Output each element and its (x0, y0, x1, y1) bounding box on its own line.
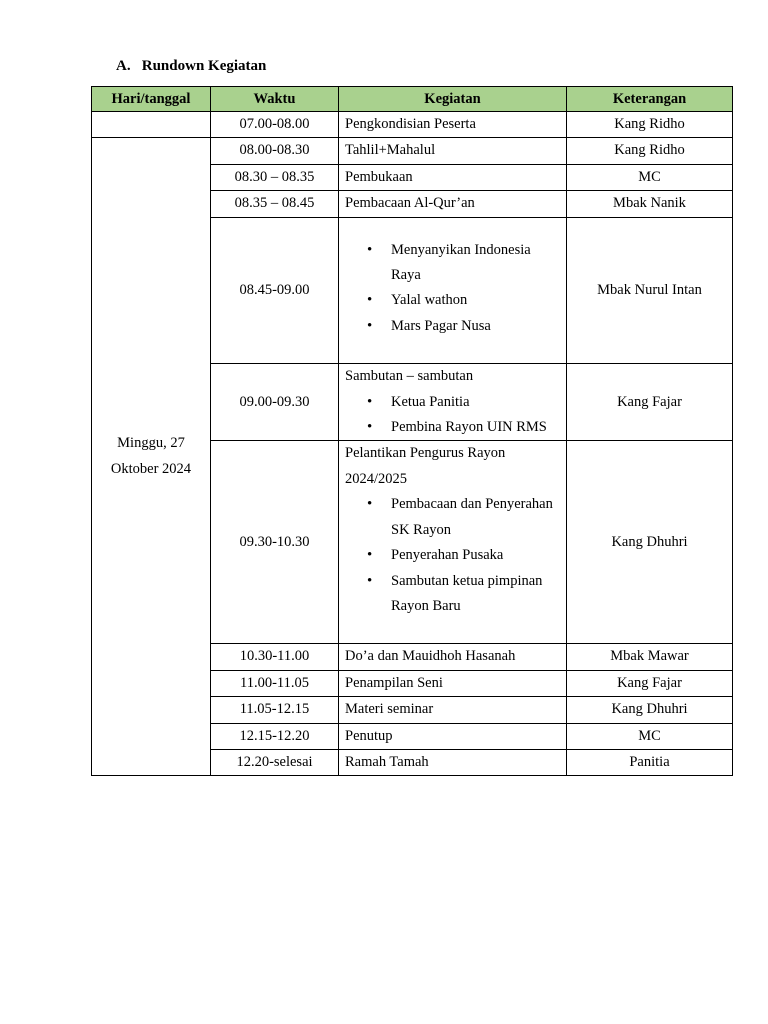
activity-cell: Tahlil+Mahalul (339, 138, 567, 164)
activity-title: Sambutan – sambutan (345, 368, 474, 385)
activity-cell (339, 441, 567, 644)
time-cell: 07.00-08.00 (211, 112, 339, 138)
time-cell: 11.05-12.15 (211, 697, 339, 723)
activity-cell (339, 217, 567, 364)
table-row (92, 138, 733, 164)
note-cell: Kang Dhuhri (567, 697, 733, 723)
note-cell: MC (567, 164, 733, 190)
activity-cell: Materi seminar (339, 697, 567, 723)
time-cell: 12.15-12.20 (211, 723, 339, 749)
activity-cell: Pembacaan Al-Qur’an (339, 191, 567, 217)
section-number: A. (116, 58, 131, 74)
header-waktu: Waktu (211, 87, 339, 112)
activity-cell: Ramah Tamah (339, 749, 567, 775)
activity-title: Pelantikan Pengurus Rayon 2024/2025 (345, 445, 506, 487)
note-cell: Kang Fajar (567, 364, 733, 441)
table-header-row (92, 87, 733, 112)
activity-list (345, 492, 560, 619)
time-cell: 09.00-09.30 (211, 364, 339, 441)
header-keterangan: Keterangan (567, 87, 733, 112)
date-cell: Minggu, 27 Oktober 2024 (92, 138, 211, 776)
activity-list (345, 390, 560, 441)
note-cell: Kang Ridho (567, 112, 733, 138)
list-item: • Menyanyikan Indonesia Raya (345, 238, 560, 289)
list-item: • Sambutan ketua pimpinan Rayon Baru (345, 569, 560, 620)
activity-list (345, 238, 560, 340)
time-cell: 08.35 – 08.45 (211, 191, 339, 217)
section-heading (116, 58, 266, 75)
note-cell: MC (567, 723, 733, 749)
list-item: • Pembina Rayon UIN RMS (345, 415, 560, 440)
activity-cell: Do’a dan Mauidhoh Hasanah (339, 644, 567, 670)
note-cell: Panitia (567, 749, 733, 775)
time-cell: 11.00-11.05 (211, 670, 339, 696)
time-cell: 09.30-10.30 (211, 441, 339, 644)
rundown-table (91, 86, 733, 776)
time-cell: 08.30 – 08.35 (211, 164, 339, 190)
activity-cell (339, 364, 567, 441)
list-item: • Mars Pagar Nusa (345, 314, 560, 339)
header-kegiatan: Kegiatan (339, 87, 567, 112)
time-cell: 10.30-11.00 (211, 644, 339, 670)
list-item: • Penyerahan Pusaka (345, 543, 560, 568)
section-title: Rundown Kegiatan (141, 58, 267, 74)
note-cell: Mbak Nanik (567, 191, 733, 217)
list-item: • Yalal wathon (345, 288, 560, 313)
note-cell: Kang Ridho (567, 138, 733, 164)
table-row (92, 112, 733, 138)
note-cell: Mbak Nurul Intan (567, 217, 733, 364)
header-hari-tanggal: Hari/tanggal (92, 87, 211, 112)
time-cell: 08.45-09.00 (211, 217, 339, 364)
time-cell: 08.00-08.30 (211, 138, 339, 164)
time-cell: 12.20-selesai (211, 749, 339, 775)
activity-cell: Pembukaan (339, 164, 567, 190)
activity-cell: Penampilan Seni (339, 670, 567, 696)
list-item: • Pembacaan dan Penyerahan SK Rayon (345, 492, 560, 543)
activity-cell: Penutup (339, 723, 567, 749)
list-item: • Ketua Panitia (345, 390, 560, 415)
date-cell-empty (92, 112, 211, 138)
note-cell: Kang Dhuhri (567, 441, 733, 644)
note-cell: Kang Fajar (567, 670, 733, 696)
note-cell: Mbak Mawar (567, 644, 733, 670)
activity-cell: Pengkondisian Peserta (339, 112, 567, 138)
